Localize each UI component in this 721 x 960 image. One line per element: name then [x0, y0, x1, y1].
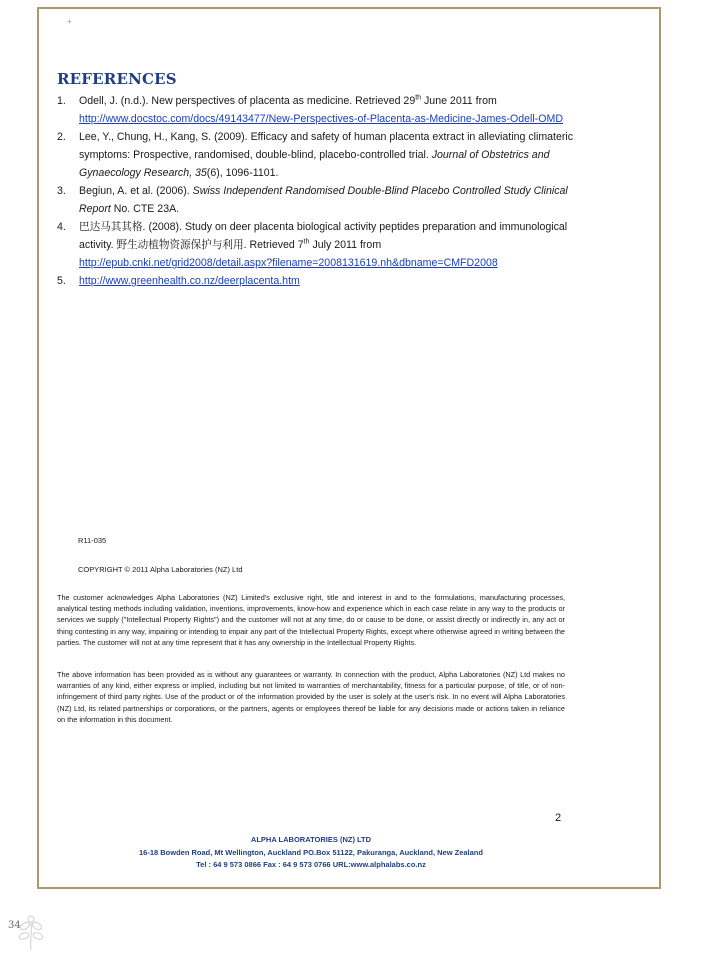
footer-company: ALPHA LABORATORIES (NZ) LTD: [250, 835, 372, 844]
reference-item: 1. Odell, J. (n.d.). New perspectives of placenta as medicine. Retrieved 29th June 2011 from http://www.docstoc.com/docs/49143477/New-Perspectives-of-Placenta-as-Medicine-James-Odell-OMD: [55, 92, 595, 128]
ip-disclaimer-paragraph: The customer acknowledges Alpha Laboratories (NZ) Limited's exclusive right, title and interest in and to the formulations, manufacturing processes, analytical testing methods including validation, inventions, improvements, know-how and experience which in each case relate in any way to the products or services we supply ("Intellectual Property Rights") and the customer will not at any time, do or cause to be done, or assist directly or indirectly in, any act or thing contesting in any way, impairing or intending to impair any part of the Intellectual Property Rights, except where otherwise agreed in writing between the parties. The customer will not at any time represent that it has any ownership in the Intellectual Property Rights.: [57, 593, 565, 647]
outer-page-number: 34: [8, 920, 21, 931]
reference-number: 1.: [57, 95, 66, 107]
reference-link[interactable]: http://www.docstoc.com/docs/49143477/New-Perspectives-of-Placenta-as-Medicine-James-Odell-OMD: [79, 113, 563, 125]
reference-link[interactable]: http://www.greenhealth.co.nz/deerplacenta.htm: [79, 275, 300, 287]
reference-item: 3. Begiun, A. et al. (2006). Swiss Independent Randomised Double-Blind Placebo Controlled Study Clinical Report No. CTE 23A.: [55, 182, 595, 218]
warranty-disclaimer-paragraph: The above information has been provided as is without any guarantees or warranty. In connection with the product, Alpha Laboratories (NZ) Ltd makes no warranties of any kind, either express or implied, including but not limited to warranties of merchantability, fitness for a particular purpose, of title, or of non-infringement of third party rights. Use of the product or of the information provided by the user is solely at the user's risk. In no event will Alpha Laboratories (NZ) Ltd, its related partnerships or corporations, or the partners, agents or employees thereof be liable for any decisions made or actions taken in reliance on the information in this document.: [57, 670, 565, 724]
references-list: [55, 92, 595, 290]
reference-item: [55, 272, 595, 290]
footer-address: 16-18 Bowden Road, Mt Wellington, Auckland PO.Box 51122, Pakuranga, Auckland, New Zealand: [139, 848, 483, 857]
reference-number: 3.: [57, 185, 66, 197]
page-number: 2: [555, 812, 562, 824]
frame-mark: +: [67, 17, 72, 26]
reference-link[interactable]: http://epub.cnki.net/grid2008/detail.aspx?filename=2008131619.nh&dbname=CMFD2008: [79, 257, 498, 269]
document-code: R11-035: [78, 536, 107, 545]
reference-number: 4.: [57, 221, 66, 233]
reference-item: 2. Lee, Y., Chung, H., Kang, S. (2009). Efficacy and safety of human placenta extract in alleviating climateric symptoms: Prospective, randomised, double-blind, placebo-controlled trial. Journal of Obstetrics and Gynaecology Research, 35(6), 1096-1101.: [55, 128, 595, 182]
copyright-line: COPYRIGHT © 2011 Alpha Laboratories (NZ) Ltd: [78, 565, 243, 574]
footer-contact: Tel : 64 9 573 0866 Fax : 64 9 573 0766 URL:www.alphalabs.co.nz: [196, 860, 426, 869]
floral-ornament-icon: [14, 912, 48, 952]
references-heading: REFERENCES: [57, 70, 177, 88]
reference-number: 2.: [57, 131, 66, 143]
reference-item: 4. 巴达马其其格. (2008). Study on deer placenta biological activity peptides preparation and immunological activity. 野生动植物资源保护与利用. Retrieved 7th July 2011 from http://epub.cnki.net/grid2008/detail.aspx?filename=2008131619.nh&dbname=CMFD2008: [55, 218, 595, 272]
reference-number: 5.: [57, 275, 66, 287]
